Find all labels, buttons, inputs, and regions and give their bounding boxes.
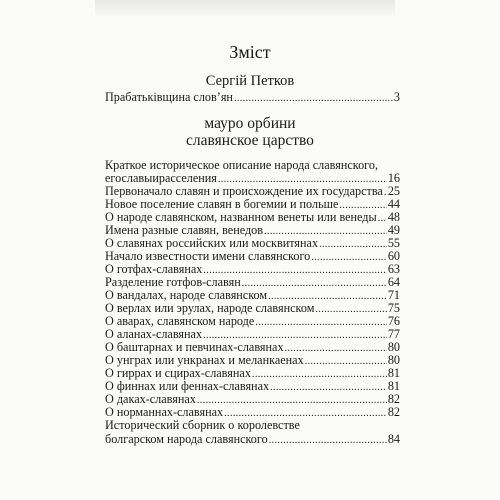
page-title: Зміст	[229, 42, 271, 62]
toc-entry-intro	[105, 89, 400, 105]
dot-leader	[269, 433, 387, 449]
toc-entry-text: О баштарнах и певчинах-славянах	[105, 340, 284, 354]
toc-entry-page: 71	[387, 288, 400, 302]
toc-entry-text: О аланах-славянах	[105, 327, 203, 341]
toc-entry-page: 49	[387, 223, 400, 237]
toc-entry-page: 81	[387, 366, 400, 380]
toc-entry-page: 80	[387, 353, 400, 367]
toc-entry-text: О норманнах-славянах	[105, 405, 224, 419]
toc-entry-page: 80	[387, 340, 400, 354]
toc-entry-text: О славянах российских или москвитянах	[105, 236, 319, 250]
toc-entry-page: 64	[387, 275, 400, 289]
toc-entry-page: 81	[387, 379, 400, 393]
toc-entry-page: 25	[387, 184, 400, 198]
bleed-through-shadow	[95, 0, 395, 18]
toc-entry-page: 55	[387, 236, 400, 250]
toc-entry-page: 84	[387, 432, 400, 446]
book-author-heading: мауро орбини	[204, 115, 296, 132]
section-author: Сергій Петков	[205, 73, 295, 89]
toc-entry-page: 63	[387, 262, 400, 276]
toc-entry-text: егославыирасселения	[105, 171, 217, 185]
toc-entry-text: О аварах, славянском народе	[105, 314, 255, 328]
toc-entry-page: 76	[387, 314, 400, 328]
toc-entry-page: 44	[387, 197, 400, 211]
toc-entry-text: Разделение готфов-славян	[105, 275, 241, 289]
toc-entry-page: 75	[387, 301, 400, 315]
toc-entry-text: О финнах или феннах-славянах	[105, 379, 270, 393]
toc-entry-text: болгарском народа славянского	[105, 432, 268, 446]
toc-entry-text: Прабатьківщина слов’ян	[105, 90, 233, 104]
toc-entry-text: О унграх или ункранах и меланкаенах	[105, 353, 304, 367]
book-title-heading: славянское царство	[186, 132, 314, 149]
toc-entry-page: 82	[387, 392, 400, 406]
toc-entry-page: 60	[387, 249, 400, 263]
toc-entry-text: Начало известности имени славянского	[105, 249, 311, 263]
toc-entry-text: Первоначало славян и происхождение их государства	[105, 184, 383, 198]
toc-entry-page: 82	[387, 405, 400, 419]
dot-leader	[234, 91, 393, 107]
toc-entry-text: О гиррах и сцирах-славянах	[105, 366, 251, 380]
toc-entry-text: О верлах или эрулах, народе славянском	[105, 301, 315, 315]
toc-entry-text: О вандалах, народе славянском	[105, 288, 268, 302]
toc-entry-page: 77	[387, 327, 400, 341]
toc-entry-text: Новое поселение славян в богемии и польше	[105, 197, 339, 211]
toc-entry-page: 48	[387, 210, 400, 224]
toc-entry-text: Имена разные славян, венедов	[105, 223, 264, 237]
toc-entry-text: О народе славянском, названном венеты или венеды	[105, 210, 377, 224]
toc-entry	[105, 431, 400, 447]
toc-entry-text: О даках-славянах	[105, 392, 196, 406]
toc-entry-text: О готфах-славянах	[105, 262, 203, 276]
toc-entry-page: 16	[387, 171, 400, 185]
toc-entry-page: 3	[393, 90, 400, 104]
toc-entry-first-line: Краткое историческое описание народа славянского,	[105, 158, 378, 172]
toc-entry-first-line: Исторический сборник о королевстве	[105, 418, 300, 432]
